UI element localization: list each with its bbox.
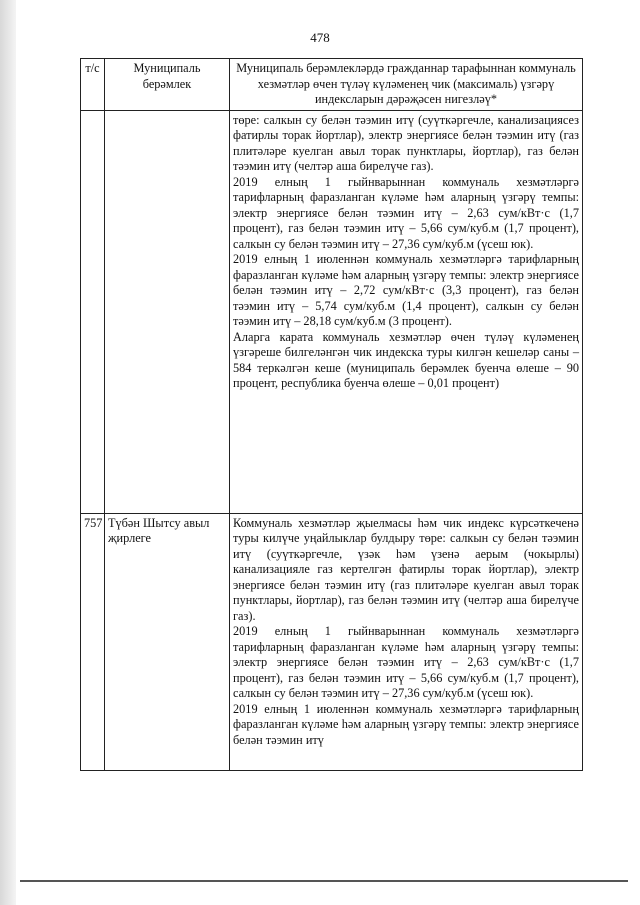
paragraph: Аларга карата коммуналь хезмәтләр өчен түләү күләменең үзгәреше билгеләнгән чик индекска туры килгән кешеләр саны – 584 теркәлгән кеше (муниципаль берәмлек буенча өлеше – 90 процент, республика буенча өлеше – 0,01 процент)	[233, 329, 579, 390]
header-num: т/с	[81, 59, 105, 111]
row-municipality: Түбән Шытсу авыл җирлеге	[105, 513, 230, 770]
row-num	[81, 110, 105, 513]
paragraph: 2019 елның 1 гыйнварыннан коммуналь хезмәтләргә тарифларның фаразланган күләме һәм аларның үзгәрү темпы: электр энергиясе белән тәэмин итү – 2,63 сум/кВт·с (1,7 процент), газ белән тәэмин итү – 5,66 сум/куб.м (1,7 процент), салкын су белән тәэмин итү – 27,36 сум/куб.м (үсеш юк).	[233, 174, 579, 251]
scan-bottom-edge	[20, 880, 628, 882]
row-num: 757	[81, 513, 105, 770]
paragraph: 2019 елның 1 июленнән коммуналь хезмәтләргә тарифларның фаразланган күләме һәм аларның үзгәрү темпы: электр энергиясе белән тәэмин итү – 2,72 сум/кВт·с (3,3 процент), газ белән тәэмин итү – 5,74 сум/куб.м (1,4 процент), салкын су белән тәэмин итү – 28,18 сум/куб.м (3 процент).	[233, 252, 579, 328]
paragraph: Коммуналь хезмәтләр җыелмасы һәм чик индекс күрсәткеченә туры килүче уңайлыклар булдыру төре: салкын су белән тәэмин итү (суүткәргечле, үзәк һәм үзенә аерым (чокырлы) канализацияле газ кертелгән фатирлы торак йортлар), электр энергиясе белән тәэмин итү (газ плитәләре куелган авыл торак пунктлары, йортлар), газ белән тәэмин итү (челтәр аша бирелүче газ).	[233, 515, 579, 623]
table-row	[81, 513, 583, 770]
row-basis-text	[230, 513, 583, 770]
paragraph: төре: салкын су белән тәэмин итү (суүткәргечле, канализациясез фатирлы торак йортлар), электр энергиясе белән тәэмин итү (газ плитәләре куелган авыл торак пунктлары, йортлар), газ белән тәэмин итү (челтәр аша бирелүче газ).	[233, 112, 579, 173]
tariff-table	[80, 58, 583, 771]
table-header-row	[81, 59, 583, 111]
row-municipality	[105, 110, 230, 513]
row-basis-text	[230, 110, 583, 513]
table-row	[81, 110, 583, 513]
scan-edge	[0, 0, 16, 905]
header-basis: Муниципаль берәмлекләрдә гражданнар тарафыннан коммуналь хезмәтләр өчен түләү күләменең чик (максималь) үзгәрү индексларын дәрәҗәсен нигезләү*	[230, 59, 583, 111]
paragraph: 2019 елның 1 гыйнварыннан коммуналь хезмәтләргә тарифларның фаразланган күләме һәм аларның үзгәрү темпы: электр энергиясе белән тәэмин итү – 2,63 сум/кВт·с (1,7 процент), газ белән тәэмин итү – 5,66 сум/куб.м (1,7 процент), салкын су белән тәэмин итү – 27,36 сум/куб.м (үсеш юк).	[233, 624, 579, 700]
header-municipality: Муниципаль берәмлек	[105, 59, 230, 111]
page-number: 478	[310, 30, 330, 45]
paragraph: 2019 елның 1 июленнән коммуналь хезмәтләргә тарифларның фаразланган күләме һәм аларның үзгәрү темпы: электр энергиясе белән тәэмин итү	[233, 701, 579, 747]
